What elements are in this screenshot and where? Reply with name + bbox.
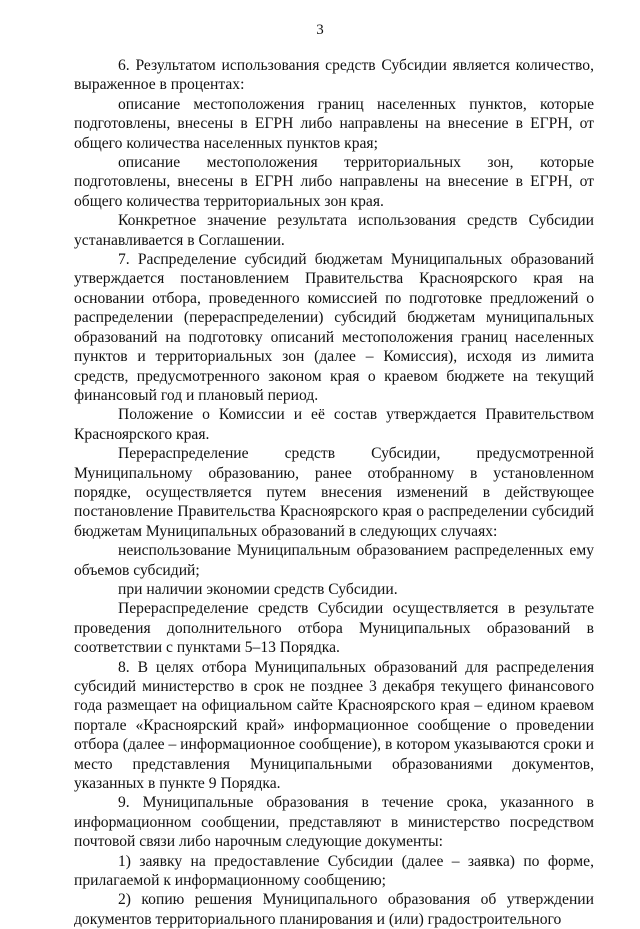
paragraph-boundaries-description: описание местоположения границ населенных пунктов, которые подготовлены, внесены в ЕГРН либо направлены на внесение в ЕГРН, от общего количества населенных пунктов края;: [74, 95, 594, 152]
paragraph-additional-selection: Перераспределение средств Субсидии осуществляется в результате проведения дополнительного отбора Муниципальных образований в соответствии с пунктами 5–13 Порядка.: [74, 600, 594, 657]
paragraph-case-savings: при наличии экономии средств Субсидии.: [118, 580, 398, 598]
paragraph-redistribution: Перераспределение средств Субсидии, предусмотренной Муниципальному образованию, ранее отобранному в установленном порядке, осуществляется путем внесения изменений в действующее постановление Правительства Красноярского края о распределении субсидий бюджетам Муниципальных образований в следующих случаях:: [74, 445, 594, 540]
paragraph-item-2-decision: 2) копию решения Муниципального образования об утверждении документов территориального планирования и (или) градостроительного: [74, 891, 594, 928]
paragraph-6-result: 6. Результатом использования средств Субсидии является количество, выраженное в процентах:: [74, 57, 594, 94]
paragraph-zones-description: описание местоположения территориальных зон, которые подготовлены, внесены в ЕГРН либо направлены на внесение в ЕГРН, от общего количества территориальных зон края.: [74, 154, 594, 210]
document-body: [74, 56, 594, 929]
paragraph-9-documents: 9. Муниципальные образования в течение срока, указанного в информационном сообщении, представляют в министерство посредством почтовой связи либо нарочным следующие документы:: [74, 794, 594, 851]
paragraph-result-value: Конкретное значение результата использования средств Субсидии устанавливается в Соглашении.: [74, 212, 594, 249]
paragraph-commission: Положение о Комиссии и её состав утверждается Правительством Красноярского края.: [74, 406, 594, 443]
paragraph-item-1-application: 1) заявку на предоставление Субсидии (далее – заявка) по форме, прилагаемой к информационному сообщению;: [74, 852, 594, 890]
paragraph-8-announcement: 8. В целях отбора Муниципальных образований для распределения субсидий министерство в срок не позднее 3 декабря текущего финансового года размещает на официальном сайте Красноярского края – едином краевом портале «Красноярский край» информационное сообщение о проведении отбора (далее – информационное сообщение), в котором указываются сроки и место представления Муниципальными образованиями документов, указанных в пункте 9 Порядка.: [74, 658, 594, 793]
paragraph-7-distribution: 7. Распределение субсидий бюджетам Муниципальных образований утверждается постановлением Правительства Красноярского края на основании отбора, проведенного комиссией по подготовке предложений о распределении (перераспределении) субсидий бюджетам муниципальных образований на подготовку описаний местоположения границ населенных пунктов и территориальных зон (далее – Комиссия), исходя из лимита средств, предусмотренного законом края о краевом бюджете на текущий финансовый год и плановый период.: [74, 251, 594, 404]
page-number: 3: [316, 22, 324, 38]
paragraph-case-nonuse: неиспользование Муниципальным образованием распределенных ему объемов субсидий;: [74, 542, 594, 579]
